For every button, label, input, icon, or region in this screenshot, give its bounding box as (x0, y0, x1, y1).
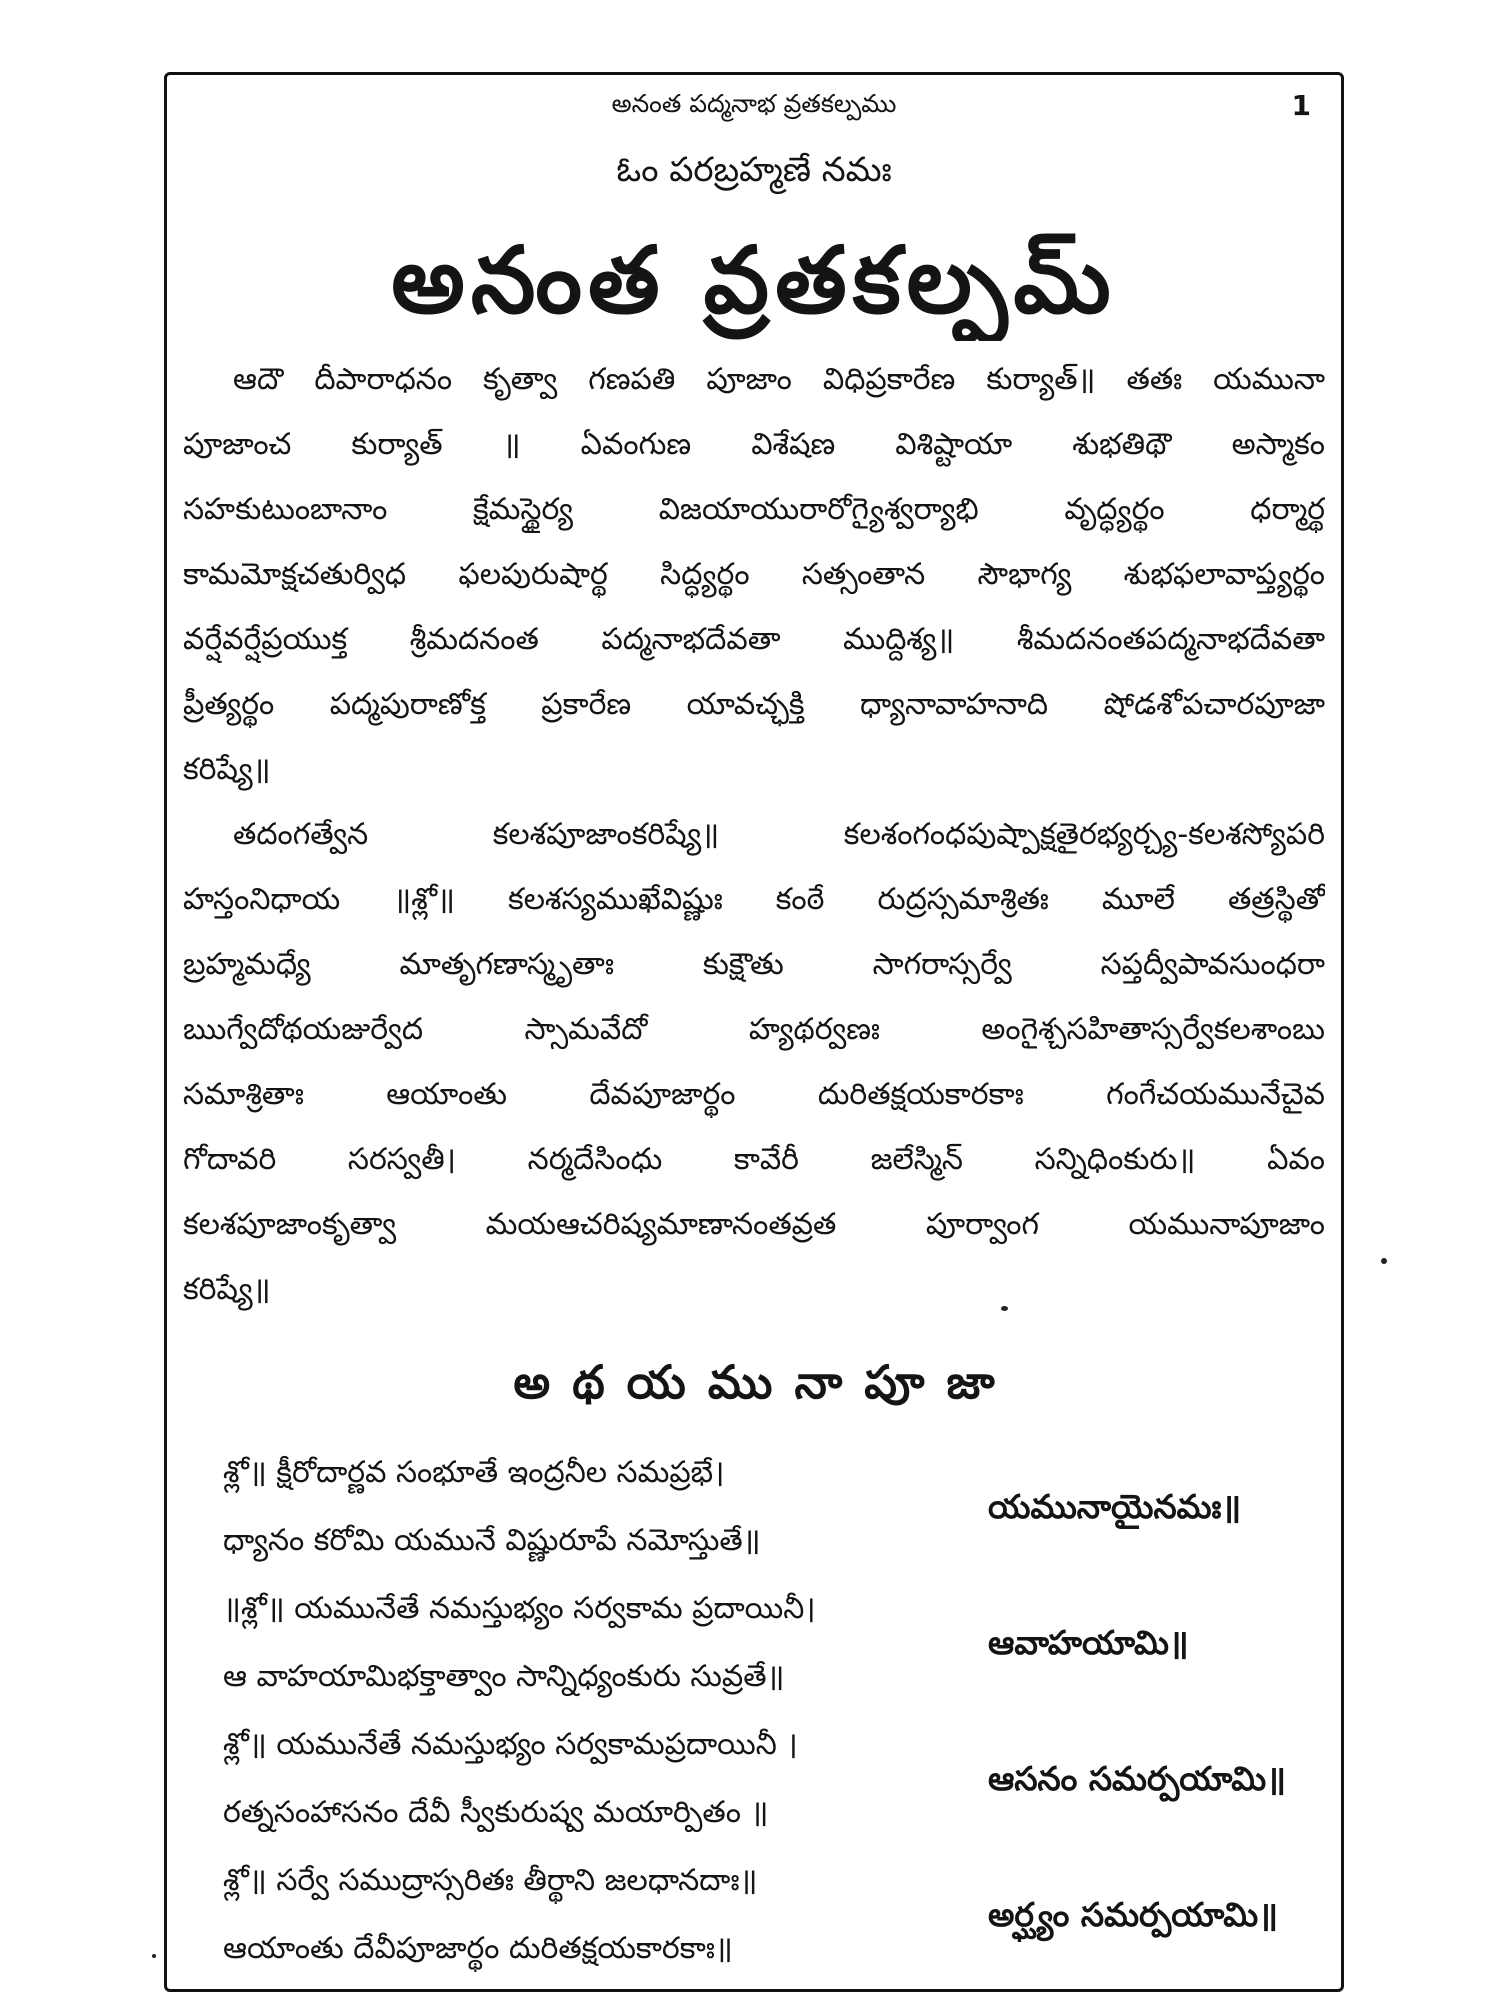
verse-offering: యమునాయైనమః॥ (988, 1487, 1242, 1526)
paragraph-line: బ్రహ్మమధ్యే మాతృగణాస్మృతాః కుక్షౌతు సాగరాస్సర్వే సప్తద్వీపావసుంధరా (183, 947, 1325, 982)
verse-line: ఆ వాహయామిభక్తాత్వాం సాన్నిధ్యంకురు సువ్రతే॥ (223, 1659, 785, 1694)
verse-line: శ్లో॥ సర్వే సముద్రాస్సరితః తీర్థాని జలధానదాః॥ (223, 1863, 758, 1898)
verse-line: శ్లో॥ క్షీరోదార్ణవ సంభూతే ఇంద్రనీల సమప్రభే। (223, 1455, 725, 1490)
body-text (183, 347, 1325, 1322)
verse-line: ధ్యానం కరోమి యమునే విష్ణురూపే నమోస్తుతే॥ (223, 1523, 761, 1558)
page-frame (164, 72, 1344, 1992)
verse-item (223, 1847, 1325, 1983)
paragraph-line: ఋగ్వేదోథయజుర్వేద స్సామవేదో హ్యథర్వణః అంగైశ్చసహితాస్సర్వేకలశాంబు (183, 1012, 1325, 1047)
verse-line: ॥శ్లో॥ యమునేతే నమస్తుభ్యం సర్వకామ ప్రదాయినీ। (223, 1591, 816, 1626)
scan-speck (1001, 1306, 1008, 1311)
verse-line: రత్నసంహాసనం దేవీ స్వీకురుష్వ మయార్పితం ॥ (223, 1795, 769, 1830)
paragraph-line: పూజాంచ కుర్యాత్ ॥ ఏవంగుణ విశేషణ విశిష్టాయా శుభతిథౌ అస్మాకం (183, 427, 1325, 462)
paragraph-line: సహకుటుంబానాం క్షేమస్థైర్య విజయాయురారోగ్యైశ్వర్యాభి వృద్ధ్యర్థం ధర్మార్థ (183, 492, 1325, 527)
paragraph-line: తదంగత్వేన కలశపూజాంకరిష్యే॥ కలశంగంధపుష్పాక్షతైరభ్యర్చ్య-కలశస్యోపరి (233, 817, 1325, 852)
paragraph-line: కామమోక్షచతుర్విధ ఫలపురుషార్థ సిద్ధ్యర్థం సత్సంతాన సౌభాగ్య శుభఫలావాప్త్యర్థం (183, 557, 1325, 592)
scan-speck (152, 1954, 156, 1958)
paragraph-kalasha-puja (183, 802, 1325, 1322)
invocation-line: ఓం పరబ్రహ్మణే నమః (616, 150, 892, 190)
paragraph-sankalpa (183, 347, 1325, 802)
page-number: 1 (1291, 89, 1311, 122)
verse-offering: ఆవాహయామి॥ (988, 1623, 1189, 1662)
verse-item (223, 1575, 1325, 1711)
verse-offering: అర్ఘ్యం సమర్పయామి॥ (988, 1895, 1278, 1934)
verse-list (223, 1439, 1325, 1983)
verse-line: శ్లో॥ యమునేతే నమస్తుభ్యం సర్వకామప్రదాయినీ । (223, 1727, 798, 1762)
paragraph-line: ఆదౌ దీపారాధనం కృత్వా గణపతి పూజాం విధిప్రకారేణ కుర్యాత్॥ తతః యమునా (233, 362, 1325, 397)
verse-line: ఆయాంతు దేవీపూజార్థం దురితక్షయకారకాః॥ (223, 1931, 733, 1966)
scan-speck (1381, 1258, 1387, 1264)
paragraph-line: ప్రీత్యర్థం పద్మపురాణోక్త ప్రకారేణ యావచ్ఛక్తి ధ్యానావాహనాది షోడశోపచారపూజా (183, 687, 1325, 722)
page-title: అనంత వ్రతకల్పమ్ (391, 227, 1117, 334)
verse-item (223, 1711, 1325, 1847)
verse-offering: ఆసనం సమర్పయామి॥ (988, 1759, 1286, 1798)
verse-item (223, 1439, 1325, 1575)
paragraph-line: కరిష్యే॥ (183, 1272, 271, 1307)
running-title: అనంత పద్మనాభ వ్రతకల్పము (611, 89, 897, 118)
paragraph-line: కలశపూజాంకృత్వా మయఆచరిష్యమాణానంతవ్రత పూర్వాంగ యమునాపూజాం (183, 1207, 1325, 1242)
paragraph-line: కరిష్యే॥ (183, 752, 271, 787)
paragraph-line: హస్తంనిధాయ ॥శ్లో॥ కలశస్యముఖేవిష్ణుః కంఠే రుద్రస్సమాశ్రితః మూలే తత్రస్థితో (183, 882, 1325, 917)
paragraph-line: గోదావరి సరస్వతీ। నర్మదేసింధు కావేరీ జలేస్మిన్ సన్నిధింకురు॥ ఏవం (183, 1142, 1325, 1177)
section-heading: అ థ య ము నా పూ జా (513, 1355, 995, 1409)
paragraph-line: సమాశ్రితాః ఆయాంతు దేవపూజార్థం దురితక్షయకారకాః గంగేచయమునేచైవ (183, 1077, 1325, 1112)
paragraph-line: వర్షేవర్షేప్రయుక్త శ్రీమదనంత పద్మనాభదేవతా ముద్దిశ్య॥ శీమదనంతపద్మనాభదేవతా (183, 622, 1325, 657)
